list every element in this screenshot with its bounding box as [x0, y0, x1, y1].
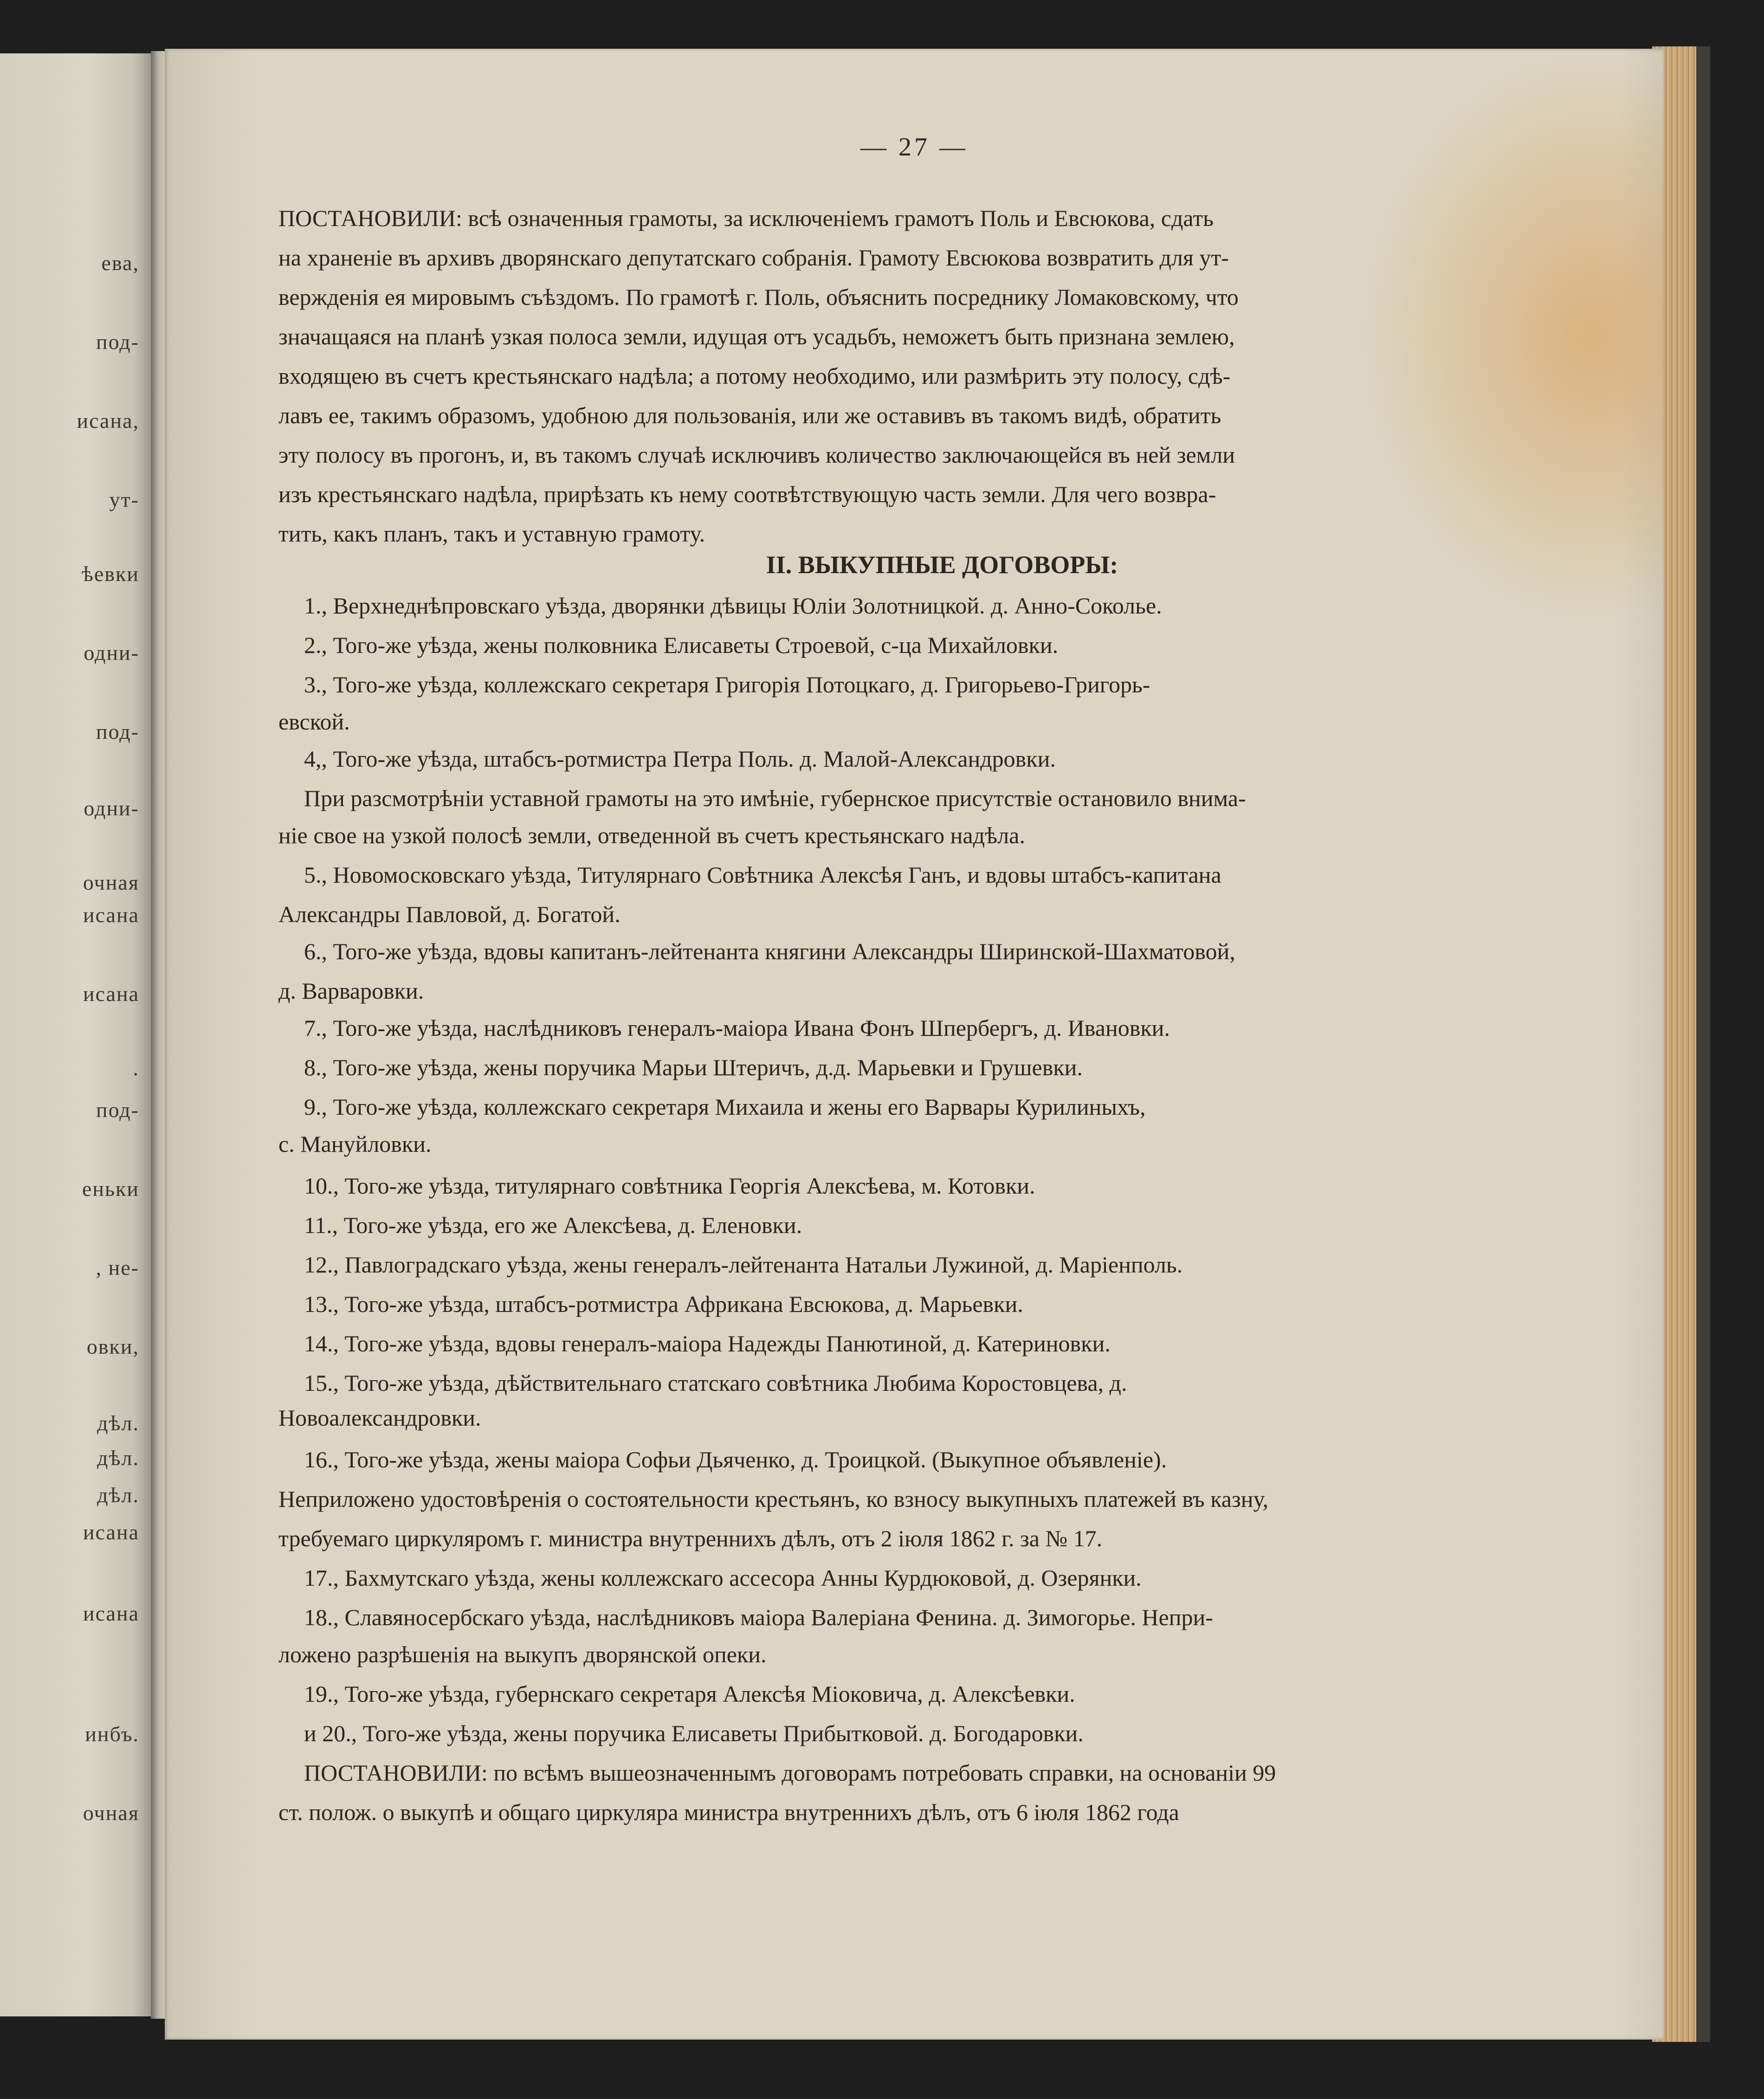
left-fragment: под-: [96, 330, 139, 354]
entry-line: Неприложено удостовѣренія о состоятельности крестьянъ, ко взносу выкупныхъ платежей въ казну,: [278, 1486, 1268, 1512]
entry-line: евской.: [278, 709, 350, 735]
left-fragment: дѣл.: [97, 1446, 139, 1470]
entry-line: 19., Того-же уѣзда, губернскаго секретаря Алексѣя Міоковича, д. Алексѣевки.: [304, 1681, 1075, 1707]
entry-line: 9., Того-же уѣзда, коллежскаго секретаря Михаила и жены его Варвары Курилиныхъ,: [304, 1094, 1146, 1120]
left-fragment: инбъ.: [85, 1722, 139, 1746]
entry-line: 5., Новомосковскаго уѣзда, Титулярнаго Совѣтника Алексѣя Ганъ, и вдовы штабсъ-капитана: [304, 862, 1221, 888]
entry-line: требуемаго циркуляромъ г. министра внутреннихъ дѣлъ, отъ 2 іюля 1862 г. за № 17.: [278, 1525, 1103, 1551]
entry-line: Александры Павловой, д. Богатой.: [278, 901, 620, 927]
left-fragment: одни-: [84, 641, 139, 665]
entry-line: 8., Того-же уѣзда, жены поручика Марьи Штеричъ, д.д. Марьевки и Грушевки.: [304, 1054, 1083, 1080]
entry-line: 18., Славяносербскаго уѣзда, наслѣдниковъ маіора Валеріана Фенина. д. Зимогорье. Непри-: [304, 1604, 1213, 1630]
text-line: изъ крестьянскаго надѣла, прирѣзать къ нему соотвѣтствующую часть земли. Для чего возвра-: [278, 481, 1216, 507]
entry-line: 17., Бахмутскаго уѣзда, жены коллежскаго ассесора Анны Курдюковой, д. Озерянки.: [304, 1565, 1142, 1591]
left-fragment: дѣл.: [97, 1483, 139, 1507]
left-fragment: ева,: [101, 251, 139, 275]
text-line: эту полосу въ прогонъ, и, въ такомъ случаѣ исключивъ количество заключающейся въ ней земли: [278, 442, 1235, 468]
left-fragment: под-: [96, 1098, 139, 1122]
entry-line: 1., Верхнеднѣпровскаго уѣзда, дворянки дѣвицы Юліи Золотницкой. д. Анно-Соколье.: [304, 593, 1162, 619]
left-fragment: исана: [83, 982, 139, 1006]
entry-line: 14., Того-же уѣзда, вдовы генералъ-маіора Надежды Панютиной, д. Катериновки.: [304, 1330, 1111, 1356]
left-fragment: еньки: [82, 1177, 139, 1201]
entry-line: 13., Того-же уѣзда, штабсъ-ротмистра Африкана Евсюкова, д. Марьевки.: [304, 1291, 1023, 1317]
left-fragment: исана,: [77, 409, 139, 433]
left-fragment: исана: [83, 903, 139, 927]
entry-line: 3., Того-же уѣзда, коллежскаго секретаря Григорія Потоцкаго, д. Григорьево-Григорь-: [304, 672, 1150, 698]
entry-line: 4,, Того-же уѣзда, штабсъ-ротмистра Петра Поль. д. Малой-Александровки.: [304, 746, 1056, 772]
left-fragment: одни-: [84, 796, 139, 820]
entry-line: 10., Того-же уѣзда, титулярнаго совѣтника Георгія Алексѣева, м. Котовки.: [304, 1173, 1035, 1199]
entry-line: д. Варваровки.: [278, 978, 424, 1004]
entry-line: Новоалександровки.: [278, 1405, 481, 1431]
right-page: [165, 49, 1664, 2040]
text-line: вержденія ея мировымъ съѣздомъ. По грамотѣ г. Поль, объяснить посреднику Ломаковскому, что: [278, 284, 1239, 310]
text-line: ПОСТАНОВИЛИ: всѣ означенныя грамоты, за исключеніемъ грамотъ Поль и Евсюкова, сдать: [278, 205, 1214, 231]
left-fragment: очная: [83, 1801, 139, 1825]
left-fragment: ѣевки: [81, 562, 139, 586]
book-cover: [1696, 46, 1710, 2042]
entry-line: и 20., Того-же уѣзда, жены поручика Елисаветы Прибытковой. д. Богодаровки.: [304, 1720, 1084, 1746]
left-fragment: под-: [96, 720, 139, 743]
left-fragment: .: [133, 1056, 139, 1080]
entry-line: При разсмотрѣніи уставной грамоты на это имѣніе, губернское присутствіе остановило внима-: [304, 785, 1246, 811]
page-number: — 27 —: [860, 133, 968, 161]
text-line: значащаяся на планѣ узкая полоса земли, идущая отъ усадьбъ, неможетъ быть признана землею,: [278, 323, 1235, 349]
left-fragment: исана: [83, 1520, 139, 1544]
entry-line: 2., Того-же уѣзда, жены полковника Елисаветы Строевой, с-ца Михайловки.: [304, 632, 1059, 658]
entry-line: 11., Того-же уѣзда, его же Алексѣева, д. Еленовки.: [304, 1212, 802, 1238]
entry-line: ПОСТАНОВИЛИ: по всѣмъ вышеозначеннымъ договорамъ потребовать справки, на основаніи 99: [304, 1760, 1276, 1786]
entry-line: ст. полож. о выкупѣ и общаго циркуляра министра внутреннихъ дѣлъ, отъ 6 іюля 1862 года: [278, 1799, 1179, 1825]
text-line: входящею въ счетъ крестьянскаго надѣла; а потому необходимо, или размѣрить эту полосу, сдѣ-: [278, 363, 1231, 389]
left-fragment: овки,: [86, 1335, 139, 1358]
left-fragment: исана: [83, 1602, 139, 1625]
entry-line: ложено разрѣшенія на выкупъ дворянской опеки.: [278, 1641, 767, 1667]
left-page: [0, 53, 158, 2016]
entry-line: 7., Того-же уѣзда, наслѣдниковъ генералъ-маіора Ивана Фонъ Шпербергъ, д. Ивановки.: [304, 1015, 1170, 1041]
left-fragment: очная: [83, 871, 139, 894]
left-fragment: , не-: [96, 1256, 139, 1279]
section-heading: II. ВЫКУПНЫЕ ДОГОВОРЫ:: [766, 551, 1118, 579]
entry-line: 12., Павлоградскаго уѣзда, жены генералъ-лейтенанта Натальи Лужиной, д. Маріенполь.: [304, 1252, 1183, 1278]
text-line: на храненіе въ архивъ дворянскаго депутатскаго собранія. Грамоту Евсюкова возвратить для ут-: [278, 245, 1229, 271]
text-line: тить, какъ планъ, такъ и уставную грамоту.: [278, 521, 705, 547]
left-fragment: ут-: [109, 488, 139, 511]
entry-line: 16., Того-же уѣзда, жены маіора Софьи Дьяченко, д. Троицкой. (Выкупное объявленіе).: [304, 1447, 1167, 1473]
entry-line: с. Мануйловки.: [278, 1131, 432, 1157]
entry-line: 15., Того-же уѣзда, дѣйствительнаго статскаго совѣтника Любима Коростовцева, д.: [304, 1370, 1127, 1396]
entry-line: ніе свое на узкой полосѣ земли, отведенной въ счетъ крестьянскаго надѣла.: [278, 822, 1025, 848]
left-fragment: дѣл.: [97, 1411, 139, 1435]
text-line: лавъ ее, такимъ образомъ, удобною для пользованія, или же оставивъ въ такомъ видѣ, обратить: [278, 402, 1221, 428]
entry-line: 6., Того-же уѣзда, вдовы капитанъ-лейтенанта княгини Александры Ширинской-Шахматовой,: [304, 938, 1235, 964]
